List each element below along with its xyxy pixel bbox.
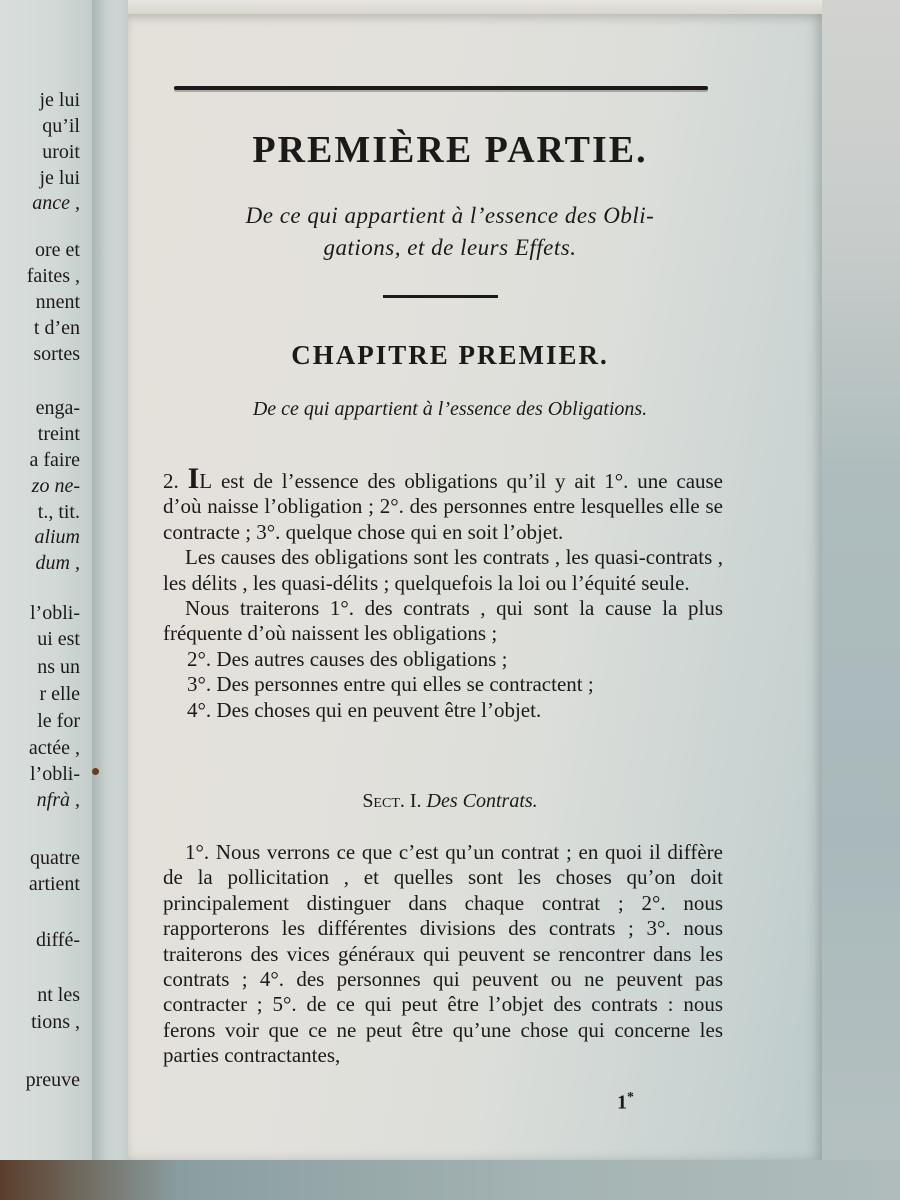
left-page-line: ance , xyxy=(32,192,80,214)
left-page-line: actée , xyxy=(28,737,80,759)
left-page-line: l’obli- xyxy=(30,602,80,624)
left-page-line: a faire xyxy=(29,449,80,471)
body-text-block-1 xyxy=(163,462,724,723)
left-page-line: preuve xyxy=(25,1069,80,1091)
paragraph-causes: Les causes des obligations sont les contrats , les quasi-contrats , les délits , les quasi-délits ; quelquefois la loi ou l’équité seule. xyxy=(163,545,723,595)
left-page-line: faites , xyxy=(26,265,80,287)
left-page-line: artient xyxy=(28,873,80,895)
signature-number: 1 xyxy=(617,1091,627,1114)
left-page-line: ore et xyxy=(35,239,80,261)
section-label: Sect. I. xyxy=(362,790,422,812)
book-gutter xyxy=(92,0,132,1160)
signature-star: * xyxy=(627,1090,634,1105)
list-item: 2°. Des autres causes des obligations ; xyxy=(187,646,508,671)
paragraph-text: est de l’essence des obligations qu’il y ait 1°. une cause d’où naisse l’obligation ; 2°. des personnes entre lesquelles elle se contracte ; 3°. quelque chose qui en soit l’objet. xyxy=(163,469,724,544)
left-page-line: dum , xyxy=(35,552,80,574)
left-page-line: nt les xyxy=(37,984,80,1006)
left-page-line: nnent xyxy=(35,291,80,313)
left-page-line: alium xyxy=(34,526,80,548)
desk-background xyxy=(820,0,900,1200)
signature-mark xyxy=(617,1090,634,1115)
left-page-line: l’obli- xyxy=(30,763,80,785)
section-divider-rule xyxy=(383,295,498,298)
left-page-line: diffé- xyxy=(35,929,80,951)
left-page-line: t., tit. xyxy=(37,501,80,523)
paper-stain xyxy=(92,768,99,775)
left-page-line: zo ne- xyxy=(31,475,80,497)
list-item: 4°. Des choses qui en peuvent être l’objet. xyxy=(187,697,542,722)
section-heading xyxy=(160,790,740,813)
drop-cap: I xyxy=(187,462,200,495)
small-cap-letter: L xyxy=(199,469,213,493)
left-page-line: ui est xyxy=(37,628,80,650)
part-subtitle xyxy=(160,200,740,264)
left-facing-page xyxy=(0,0,92,1160)
body-text-block-2 xyxy=(163,840,723,1069)
left-page-line: ns un xyxy=(37,656,80,678)
part-subtitle-line2: gations, et de leurs Effets. xyxy=(323,235,577,260)
chapter-subtitle: De ce qui appartient à l’essence des Obligations. xyxy=(252,398,648,420)
section-title: Des Contrats. xyxy=(421,790,538,812)
left-page-line: treint xyxy=(37,423,80,445)
list-item: 3°. Des personnes entre qui elles se contractent ; xyxy=(187,672,594,697)
part-subtitle-line1: De ce qui appartient à l’essence des Obli- xyxy=(245,203,655,228)
left-page-line: je lui xyxy=(39,167,80,189)
desk-edge xyxy=(0,1160,900,1200)
left-page-line: quatre xyxy=(30,847,80,869)
paragraph-plan: Nous traiterons 1°. des contrats , qui sont la cause la plus fréquente d’où naissent les obligations ; xyxy=(163,596,723,646)
paragraph-2 xyxy=(163,462,724,545)
left-page-line: uroit xyxy=(42,141,80,163)
paragraph-number: 2. xyxy=(163,469,179,493)
left-page-line: nfrà , xyxy=(36,789,80,811)
chapter-title: CHAPITRE PREMIER. xyxy=(291,340,609,370)
left-page-line: le for xyxy=(37,710,80,732)
part-title: PREMIÈRE PARTIE. xyxy=(252,129,648,171)
header-rule xyxy=(174,86,708,90)
left-page-line: enga- xyxy=(35,397,80,419)
left-page-line: tions , xyxy=(31,1011,80,1033)
left-page-line: qu’il xyxy=(42,115,80,137)
paragraph-contracts: 1°. Nous verrons ce que c’est qu’un contrat ; en quoi il diffère de la pollicitation , et quelles sont les choses qu’on doit principalement distinguer dans chaque contrat ; 2°. nous rapporterons les différentes divisions des contrats ; 3°. nous traiterons des vices généraux qui peuvent se rencontrer dans les contrats ; 4°. des personnes qui peuvent ou ne peuvent pas contracter ; 5°. de ce qui peut être l’objet des contrats : nous ferons voir que ce ne peut être qu’une chose qui concerne les parties contractantes, xyxy=(163,840,723,1068)
left-page-line: sortes xyxy=(33,343,80,365)
left-page-line: t d’en xyxy=(33,317,80,339)
left-page-line: je lui xyxy=(39,89,80,111)
left-page-line: r elle xyxy=(39,683,80,705)
